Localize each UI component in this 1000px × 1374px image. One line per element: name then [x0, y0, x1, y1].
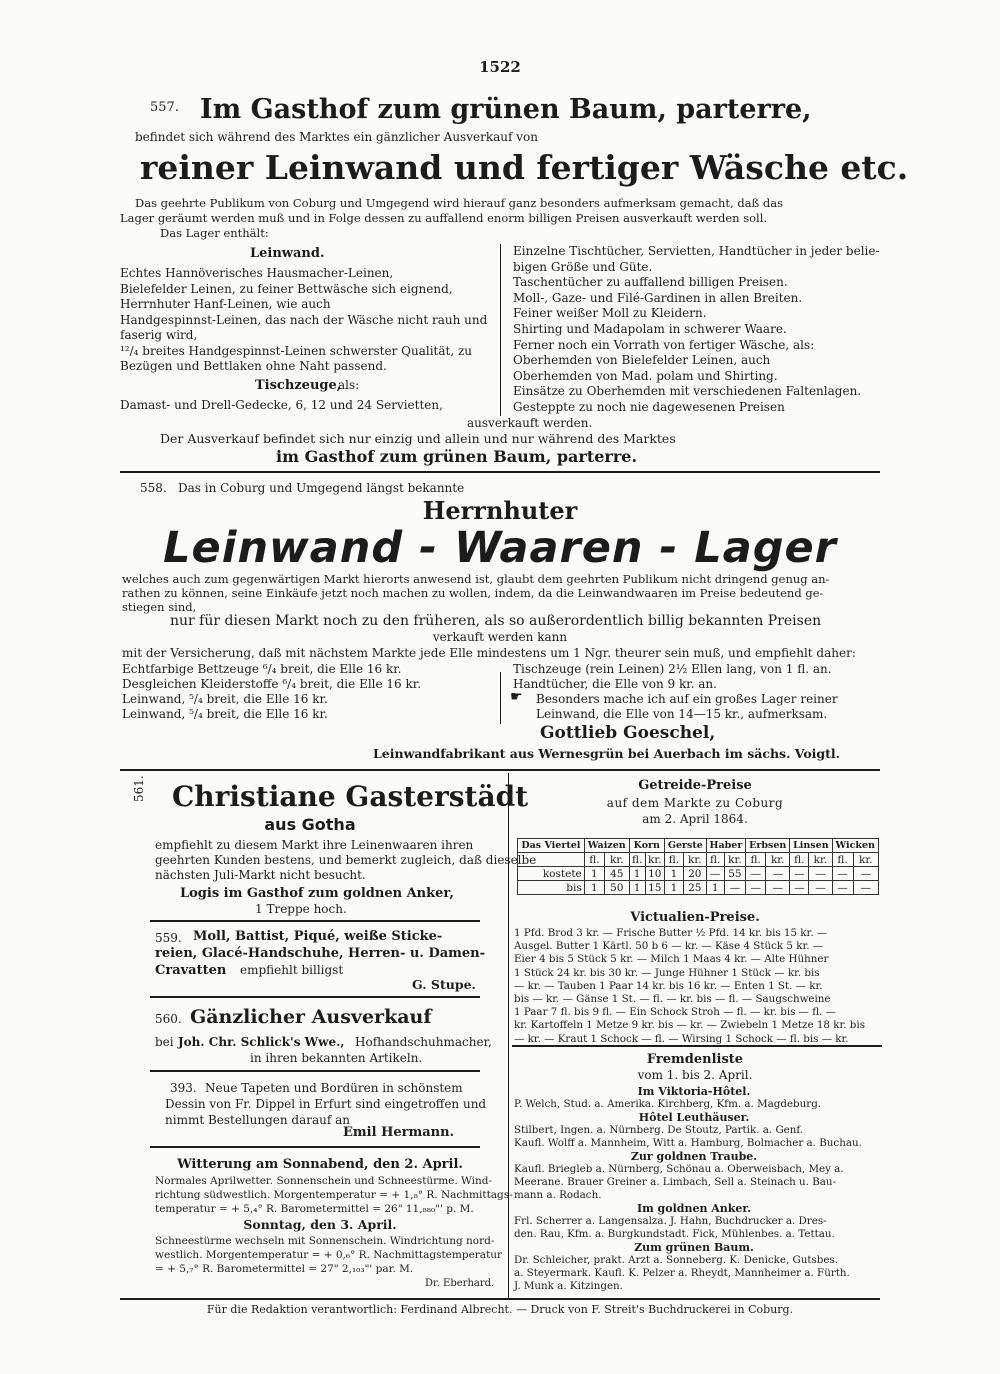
- body-line: nimmt Bestellungen darauf an: [165, 1113, 351, 1127]
- ad-number: 559.: [155, 931, 182, 945]
- guest-line: Frl. Scherrer a. Langensalza. J. Hahn, Buchdrucker a. Dres-: [514, 1215, 827, 1227]
- body-line: empfiehlt billigst: [240, 963, 344, 977]
- victualien-title: Victualien-Preise.: [630, 910, 760, 925]
- list-item: Feiner weißer Moll zu Kleidern.: [513, 306, 707, 321]
- fremdenliste-title: Fremdenliste: [646, 1052, 744, 1067]
- signature: Dr. Eberhard.: [425, 1278, 495, 1289]
- unit-cell: kr.: [605, 853, 630, 867]
- table-cell: —: [766, 867, 790, 881]
- body-line: nächsten Juli-Markt nicht besucht.: [155, 868, 366, 882]
- guest-line: Stilbert, Ingen. a. Nürnberg. De Stoutz, Partik. a. Genf.: [514, 1124, 804, 1136]
- victualien-line: 1 Paar 7 fl. bis 9 fl. — Ein Schock Stroh — fl. — kr. bis — fl. —: [514, 1006, 836, 1019]
- list-item: Einzelne Tischtücher, Servietten, Handtücher in jeder belie-: [513, 244, 880, 258]
- separator: [120, 471, 880, 473]
- separator: [120, 769, 880, 771]
- section-heading: Tischzeuge,: [255, 378, 342, 393]
- price-line: Leinwand, ⁵/₄ breit, die Elle 16 kr.: [122, 707, 328, 721]
- table-cell: 45: [605, 867, 630, 881]
- victualien-line: bis — kr. — Gänse 1 St. — fl. — kr. bis — fl. — Saugschweine: [514, 993, 831, 1005]
- table-cell: 1: [665, 867, 684, 881]
- guest-line: Kaufl. Briegleb a. Nürnberg, Schönau a. Oberweisbach, Mey a.: [514, 1163, 844, 1175]
- intro-line: Lager geräumt werden muß und in Folge dessen zu auffallend enorm billigen Preisen ausverkauft werden soll.: [120, 211, 768, 225]
- column-divider: [508, 773, 509, 1298]
- ad-title: Gänzlicher Ausverkauf: [190, 1006, 432, 1028]
- separator: [120, 1298, 880, 1300]
- hotel-heading: Zum grünen Baum.: [634, 1241, 754, 1254]
- ad-number: 561.: [132, 775, 146, 802]
- list-item: Ferner noch ein Vorrath von fertiger Wäsche, als:: [513, 337, 815, 352]
- victualien-line: — kr. — Kraut 1 Schock — fl. — Wirsing 1 Schock — fl. bis — kr.: [514, 1032, 849, 1045]
- body-line: Cravatten: [155, 963, 227, 978]
- list-item: Echtes Hannöverisches Hausmacher-Leinen,: [120, 266, 394, 280]
- body-line: mit der Versicherung, daß mit nächstem Markte jede Elle mindestens um 1 Ngr. theurer sein muß, und empfiehlt daher:: [122, 646, 856, 660]
- unit-cell: fl.: [665, 853, 684, 867]
- body-line: Neue Tapeten und Bordüren in schönstem: [205, 1081, 463, 1095]
- victualien-line: kr. Kartoffeln 1 Metze 9 kr. bis — kr. — Zwiebeln 1 Metze 18 kr. bis: [514, 1019, 865, 1032]
- unit-cell: kr.: [766, 853, 790, 867]
- ad-big-title: reiner Leinwand und fertiger Wäsche etc.: [140, 148, 909, 187]
- unit-cell: fl.: [584, 853, 604, 867]
- body-line: reien, Glacé-Handschuhe, Herren- u. Damen-: [155, 946, 486, 961]
- weather-line: westlich. Morgentemperatur = + 0,₆° R. Nachmittagstemperatur: [155, 1249, 503, 1261]
- signature: Gottlieb Goeschel,: [540, 723, 716, 743]
- table-header: Gerste: [665, 839, 707, 853]
- weather-line: richtung südwestlich. Morgentemperatur = + 1,₈° R. Nachmittags-: [155, 1189, 513, 1201]
- table-cell: 20: [683, 867, 706, 881]
- table-cell: —: [809, 881, 832, 895]
- table-cell: 1: [584, 867, 604, 881]
- guest-line: a. Steyermark. Kaufl. K. Pelzer a. Rheydt, Mannheimer a. Fürth.: [514, 1267, 850, 1279]
- unit-cell: fl.: [706, 853, 724, 867]
- hotel-heading: Zur goldnen Traube.: [630, 1150, 758, 1163]
- price-line: Desgleichen Kleiderstoffe ⁶/₄ breit, die Elle 16 kr.: [122, 677, 422, 691]
- table-cell: 10: [645, 867, 664, 881]
- pointing-hand-icon: ☛: [510, 689, 523, 705]
- ad-number: 393.: [170, 1081, 197, 1095]
- guest-line: Meerane. Brauer Greiner a. Limbach, Sell a. Steinach u. Bau-: [514, 1176, 837, 1188]
- table-cell: 1: [629, 867, 645, 881]
- table-row: [518, 867, 879, 881]
- body-line: in ihren bekannten Artikeln.: [250, 1051, 423, 1065]
- grain-date: am 2. April 1864.: [642, 812, 748, 826]
- table-header: Waizen: [584, 839, 629, 853]
- row-label: bis: [518, 881, 585, 895]
- separator: [512, 1045, 882, 1047]
- table-header: Das Viertel: [518, 839, 585, 853]
- weather-line: Normales Aprilwetter. Sonnenschein und Schneestürme. Wind-: [155, 1175, 493, 1187]
- table-header: Korn: [629, 839, 664, 853]
- table-cell: [518, 853, 585, 867]
- table-header: Linsen: [790, 839, 832, 853]
- ad-headline: Im Gasthof zum grünen Baum, parterre,: [200, 94, 812, 125]
- unit-cell: kr.: [724, 853, 746, 867]
- body-line: empfiehlt zu diesem Markt ihre Leinenwaaren ihren: [155, 838, 474, 852]
- grain-title: Getreide-Preise: [638, 778, 752, 793]
- signature: Emil Hermann.: [343, 1125, 455, 1140]
- price-line: Echtfarbige Bettzeuge ⁶/₄ breit, die Elle 16 kr.: [122, 662, 402, 676]
- guest-line: Kaufl. Wolff a. Mannheim, Witt a. Hamburg, Bolmacher a. Buchau.: [514, 1137, 862, 1149]
- hotel-heading: Hôtel Leuthäuser.: [638, 1111, 750, 1124]
- fremdenliste-date: vom 1. bis 2. April.: [637, 1068, 753, 1082]
- intro-line: Das Lager enthält:: [160, 226, 269, 240]
- ad-number: 558.: [140, 481, 167, 495]
- column-divider: [500, 244, 501, 416]
- guest-line: den. Rau, Kfm. a. Burgkundstadt. Fick, Mühlenbes. a. Tettau.: [514, 1228, 835, 1240]
- weather-line: = + 5,₇° R. Barometermittel = 27" 2,₁₀₃"' par. M.: [155, 1263, 414, 1275]
- table-row: [518, 881, 879, 895]
- unit-cell: fl.: [832, 853, 853, 867]
- ad-number: 557.: [150, 100, 179, 115]
- unit-cell: kr.: [645, 853, 664, 867]
- grain-subtitle: auf dem Markte zu Coburg: [606, 796, 784, 810]
- advertiser-name: Christiane Gasterstädt: [172, 780, 529, 813]
- page-number: 1522: [479, 58, 521, 76]
- list-item: Taschentücher zu auffallend billigen Preisen.: [513, 275, 788, 290]
- guest-line: Dr. Schleicher, prakt. Arzt a. Sonneberg. K. Denicke, Gutsbes.: [514, 1254, 839, 1266]
- table-cell: —: [832, 867, 853, 881]
- hotel-heading: Im goldnen Anker.: [636, 1202, 752, 1215]
- section-heading: Leinwand.: [250, 246, 325, 261]
- table-cell: 50: [605, 881, 630, 895]
- weather-subtitle: Sonntag, den 3. April.: [243, 1217, 397, 1232]
- table-cell: —: [790, 867, 809, 881]
- logis-line: Logis im Gasthof zum goldnen Anker,: [180, 886, 454, 901]
- footer-imprint: Für die Redaktion verantwortlich: Ferdinand Albrecht. — Druck von F. Streit's Buchdruckerei in Coburg.: [206, 1303, 794, 1316]
- body-line: Joh. Chr. Schlick's Wwe.,: [178, 1035, 345, 1049]
- price-line: Leinwand, die Elle von 14—15 kr., aufmerksam.: [536, 707, 828, 721]
- table-cell: 1: [629, 881, 645, 895]
- body-line: welches auch zum gegenwärtigen Markt hierorts anwesend ist, glaubt dem geehrten Publikum nicht dringend genug an-: [122, 572, 830, 586]
- list-item: Gesteppte zu noch nie dagewesenen Preisen: [513, 400, 785, 414]
- unit-cell: fl.: [629, 853, 645, 867]
- weather-title: Witterung am Sonnabend, den 2. April.: [177, 1157, 463, 1172]
- table-cell: —: [853, 867, 878, 881]
- unit-cell: fl.: [790, 853, 809, 867]
- table-cell: —: [790, 881, 809, 895]
- body-line: rathen zu können, seine Einkäufe jetzt noch machen zu wollen, indem, da die Leinwandwaaren im Preise bedeutend ge-: [122, 586, 824, 600]
- row-label: kostete: [518, 867, 585, 881]
- list-item: Moll-, Gaze- und Filé-Gardinen in allen Breiten.: [513, 290, 803, 305]
- table-cell: 1: [706, 881, 724, 895]
- victualien-line: Ausgel. Butter 1 Kärtl. 50 b 6 — kr. — Käse 4 Stück 5 kr. —: [514, 940, 824, 953]
- guest-line: mann a. Rodach.: [514, 1189, 602, 1201]
- list-item: Bezügen und Bettlaken ohne Naht passend.: [120, 359, 387, 373]
- ad-subline: befindet sich während des Marktes ein gänzlicher Ausverkauf von: [135, 130, 538, 144]
- weather-line: Schneestürme wechseln mit Sonnenschein. Windrichtung nord-: [155, 1235, 495, 1247]
- price-line: Tischzeuge (rein Leinen) 2½ Ellen lang, von 1 fl. an.: [513, 662, 832, 676]
- body-line: geehrten Kunden bestens, und bemerkt zugleich, daß dieselbe: [155, 853, 537, 867]
- list-item: Shirting und Madapolam in schwerer Waare.: [513, 322, 787, 336]
- intro-line: Das geehrte Publikum von Coburg und Umgegend wird hierauf ganz besonders aufmerksam gemacht, daß das: [135, 196, 784, 210]
- grain-price-table: [517, 838, 879, 895]
- table-header: Wicken: [832, 839, 879, 853]
- table-cell: —: [853, 881, 878, 895]
- section-heading-suffix: als:: [338, 378, 360, 392]
- signature: G. Stupe.: [412, 977, 476, 992]
- table-cell: —: [766, 881, 790, 895]
- separator: [150, 1146, 480, 1148]
- body-line: Moll, Battist, Piqué, weiße Sticke-: [193, 929, 443, 944]
- guest-line: J. Munk a. Kitzingen.: [514, 1280, 623, 1292]
- guest-line: P. Welch, Stud. a. Amerika. Kirchberg, Kfm. a. Magdeburg.: [514, 1098, 822, 1110]
- body-line: Dessin von Fr. Dippel in Erfurt sind eingetroffen und: [165, 1097, 487, 1111]
- table-cell: —: [832, 881, 853, 895]
- table-cell: —: [706, 867, 724, 881]
- table-header: Erbsen: [746, 839, 790, 853]
- unit-cell: kr.: [683, 853, 706, 867]
- separator: [150, 996, 480, 998]
- signature-line: Leinwandfabrikant aus Wernesgrün bei Auerbach im sächs. Voigtl.: [373, 746, 841, 761]
- table-cell: —: [809, 867, 832, 881]
- closing-bold: im Gasthof zum grünen Baum, parterre.: [276, 447, 638, 466]
- body-line: bei: [155, 1035, 174, 1049]
- table-cell: 1: [665, 881, 684, 895]
- table-cell: 25: [683, 881, 706, 895]
- price-line: Handtücher, die Elle von 9 kr. an.: [513, 677, 717, 691]
- ad-lead: Das in Coburg und Umgegend längst bekannte: [178, 481, 465, 495]
- body-emphasis: nur für diesen Markt noch zu den früheren, als so außerordentlich billig bekannten Preisen: [170, 613, 822, 629]
- victualien-line: — kr. — Tauben 1 Paar 14 kr. bis 16 kr. — Enten 1 St. — kr.: [514, 979, 823, 992]
- advertiser-origin: aus Gotha: [264, 815, 356, 834]
- table-header: Haber: [706, 839, 745, 853]
- body-line: stiegen sind,: [122, 600, 197, 614]
- table-cell: —: [746, 867, 766, 881]
- list-item: Einsätze zu Oberhemden mit verschiedenen Faltenlagen.: [513, 384, 862, 399]
- victualien-line: Eier 4 bis 5 Stück 5 kr. — Milch 1 Maas 4 kr. — Alte Hühner: [514, 953, 829, 966]
- tischzeuge-line: Damast- und Drell-Gedecke, 6, 12 und 24 Servietten,: [120, 398, 443, 412]
- list-item: Bielefelder Leinen, zu feiner Bettwäsche sich eignend,: [120, 281, 453, 296]
- weather-line: temperatur = + 5,₄° R. Barometermittel = 26" 11,₈₈₀"' p. M.: [155, 1203, 474, 1215]
- list-item: ¹²/₄ breites Handgespinnst-Leinen schwerster Qualität, zu: [120, 343, 473, 358]
- unit-cell: kr.: [853, 853, 878, 867]
- ausverkauft-line: ausverkauft werden.: [467, 416, 593, 430]
- herrnhuter-title: Herrnhuter: [422, 496, 578, 525]
- victualien-line: 1 Pfd. Brod 3 kr. — Frische Butter ½ Pfd. 14 kr. bis 15 kr. —: [514, 927, 828, 939]
- list-item: Oberhemden von Mad. polam und Shirting.: [513, 368, 778, 383]
- hotel-heading: Im Viktoria-Hôtel.: [637, 1085, 751, 1098]
- separator: [150, 920, 480, 922]
- price-line: Besonders mache ich auf ein großes Lager reiner: [536, 692, 838, 706]
- table-cell: —: [746, 881, 766, 895]
- body-line: verkauft werden kann: [432, 630, 568, 644]
- list-item: Herrnhuter Hanf-Leinen, wie auch: [120, 297, 331, 311]
- list-item: bigen Größe und Güte.: [513, 259, 653, 274]
- table-cell: 55: [724, 867, 746, 881]
- ad-big-title: Leinwand - Waaren - Lager: [163, 523, 837, 573]
- table-cell: —: [724, 881, 746, 895]
- body-line: 1 Treppe hoch.: [255, 902, 347, 916]
- column-divider: [500, 672, 501, 724]
- list-item: Oberhemden von Bielefelder Leinen, auch: [513, 353, 771, 368]
- ad-number: 560.: [155, 1012, 182, 1026]
- table-cell: 15: [645, 881, 664, 895]
- unit-cell: fl.: [746, 853, 766, 867]
- body-line: Hofhandschuhmacher,: [355, 1035, 492, 1049]
- list-item: faserig wird,: [120, 328, 198, 342]
- price-line: Leinwand, ⁵/₄ breit, die Elle 16 kr.: [122, 692, 328, 706]
- victualien-line: 1 Stück 24 kr. bis 30 kr. — Junge Hühner 1 Stück — kr. bis: [514, 966, 820, 979]
- closing-line: Der Ausverkauf befindet sich nur einzig und allein und nur während des Marktes: [160, 431, 676, 446]
- unit-cell: kr.: [809, 853, 832, 867]
- separator: [150, 1070, 480, 1072]
- list-item: Handgespinnst-Leinen, das nach der Wäsche nicht rauh und: [120, 312, 488, 327]
- table-cell: 1: [584, 881, 604, 895]
